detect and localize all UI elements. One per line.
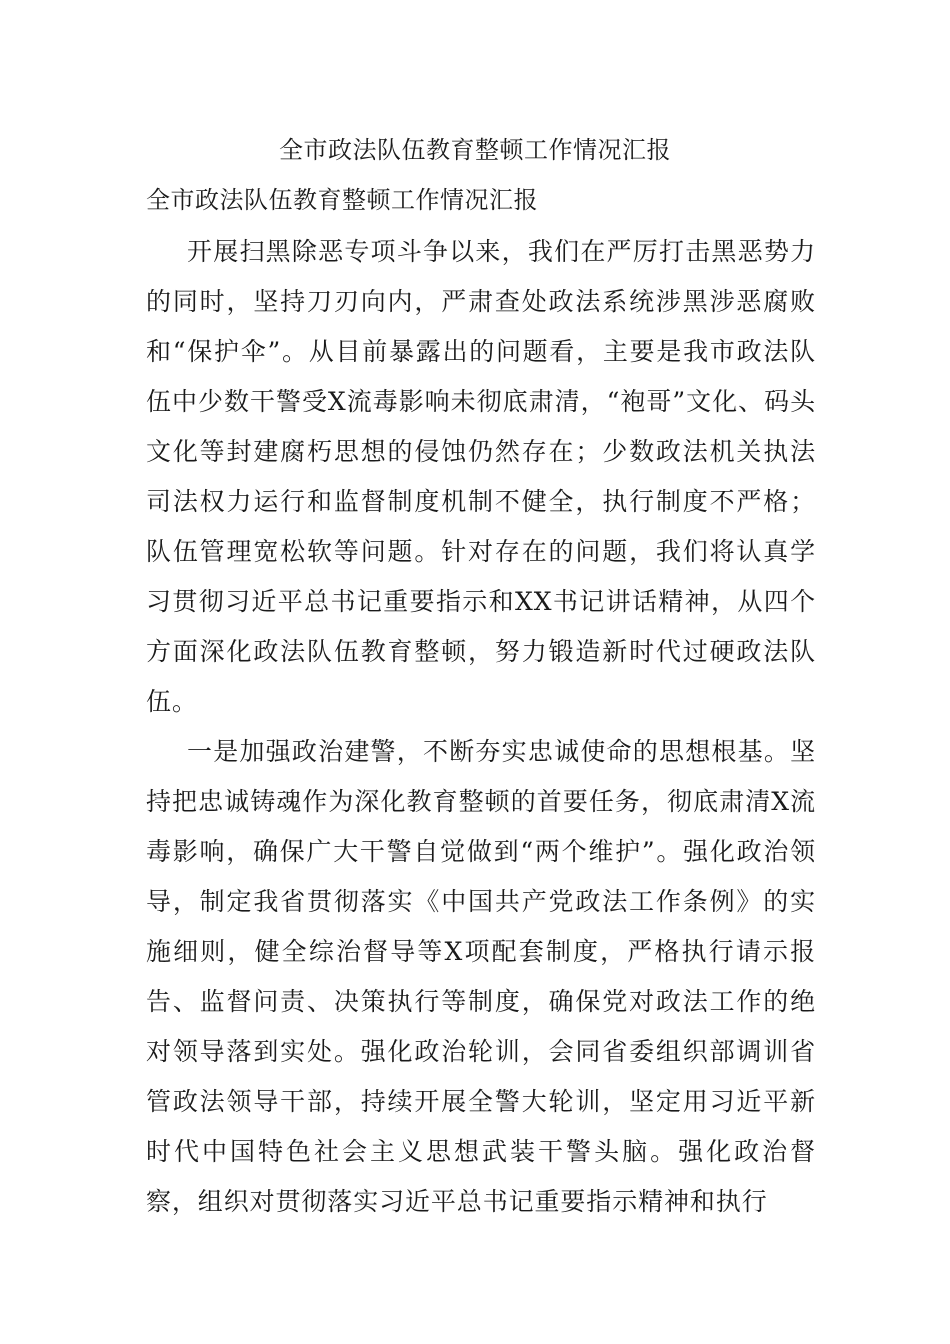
- document-body: [146, 227, 816, 1227]
- paragraph-political-building: 一是加强政治建警，不断夯实忠诚使命的思想根基。坚持把忠诚铸魂作为深化教育整顿的首要任务，彻底肃清X流毒影响，确保广大干警自觉做到“两个维护”。强化政治领导，制定我省贯彻落实《中国共产党政法工作条例》的实施细则，健全综治督导等X项配套制度，严格执行请示报告、监督问责、决策执行等制度，确保党对政法工作的绝对领导落到实处。强化政治轮训，会同省委组织部调训省管政法领导干部，持续开展全警大轮训，坚定用习近平新时代中国特色社会主义思想武装干警头脑。强化政治督察，组织对贯彻落实习近平总书记重要指示精神和执行: [146, 737, 816, 1216]
- document-title: 全市政法队伍教育整顿工作情况汇报: [279, 136, 671, 164]
- paragraph-intro: 开展扫黑除恶专项斗争以来，我们在严厉打击黑恶势力的同时，坚持刀刃向内，严肃查处政法系统涉黑涉恶腐败和“保护伞”。从目前暴露出的问题看，主要是我市政法队伍中少数干警受X流毒影响未彻底肃清，“袍哥”文化、码头文化等封建腐朽思想的侵蚀仍然存在；少数政法机关执法司法权力运行和监督制度机制不健全，执行制度不严格；队伍管理宽松软等问题。针对存在的问题，我们将认真学习贯彻习近平总书记重要指示和XX书记讲话精神，从四个方面深化政法队伍教育整顿，努力锻造新时代过硬政法队伍。: [146, 237, 816, 716]
- document-subtitle: 全市政法队伍教育整顿工作情况汇报: [146, 186, 538, 214]
